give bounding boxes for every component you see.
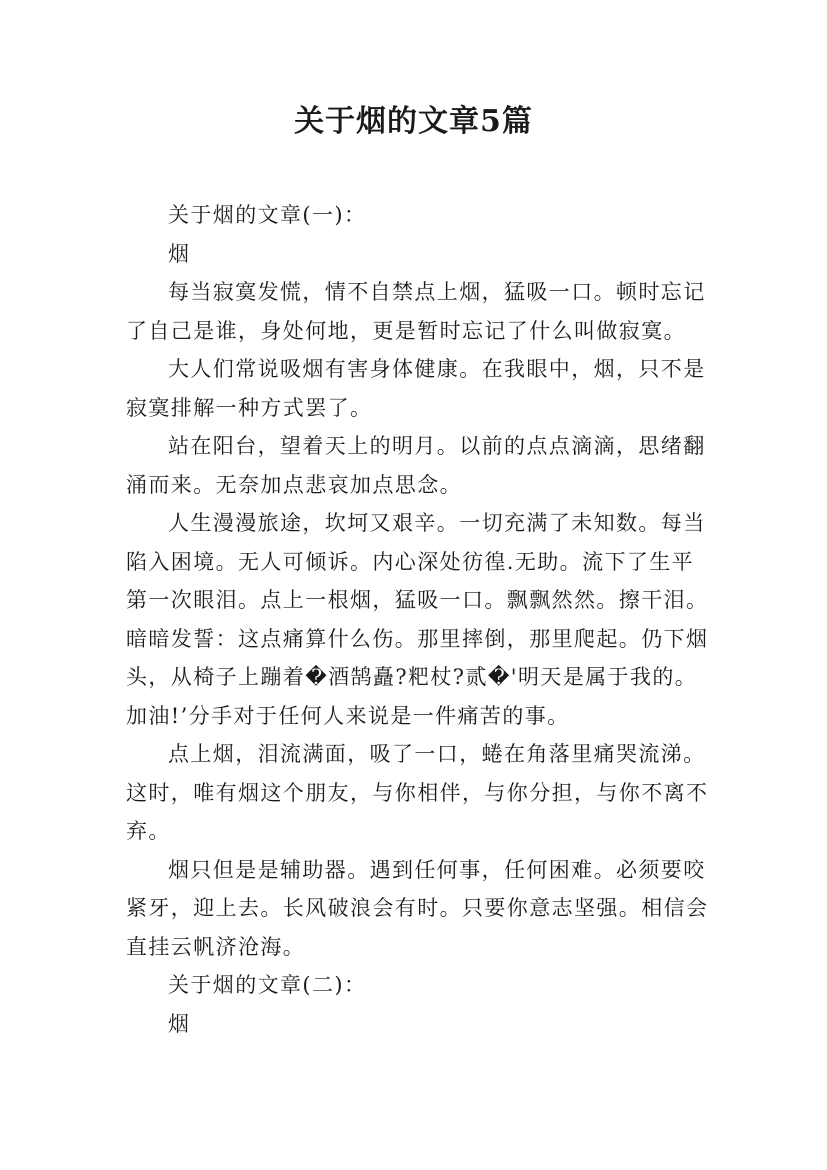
paragraph: 大人们常说吸烟有害身体健康。在我眼中，烟，只不是寂寞排解一种方式罢了。 (126, 357, 706, 420)
paragraph: 烟只但是是辅助器。遇到任何事，任何困难。必须要咬紧牙，迎上去。长风破浪会有时。只要你意志坚强。相信会直挂云帆济沧海。 (126, 857, 709, 959)
document-body (126, 196, 712, 1043)
paragraph: 人生漫漫旅途，坎坷又艰辛。一切充满了未知数。每当陷入困境。无人可倾诉。内心深处彷徨.无助。流下了生平第一次眼泪。点上一根烟，猛吸一口。飘飘然然。擦干泪。暗暗发誓：这点痛算什么伤。那里摔倒，那里爬起。仍下烟头，从椅子上蹦着�酒鹄矗?粑杖?贰�'明天是属于我的。加油!’分手对于任何人来说是一件痛苦的事。 (126, 511, 709, 728)
document-title: 关于烟的文章5篇 (294, 104, 533, 139)
paragraph: 每当寂寞发慌，情不自禁点上烟，猛吸一口。顿时忘记了自己是谁，身处何地，更是暂时忘记了什么叫做寂寞。 (126, 280, 706, 343)
section-heading-1: 关于烟的文章(一)： (168, 203, 367, 227)
paragraph: 点上烟，泪流满面，吸了一口，蜷在角落里痛哭流涕。这时，唯有烟这个朋友，与你相伴，与你分担，与你不离不弃。 (126, 742, 709, 843)
section-heading-2: 关于烟的文章(二)： (168, 973, 367, 997)
paragraph: 站在阳台，望着天上的明月。以前的点点滴滴，思绪翻涌而来。无奈加点悲哀加点思念。 (126, 434, 706, 497)
article-title-1: 烟 (168, 241, 191, 266)
article-title-2: 烟 (168, 1011, 191, 1036)
